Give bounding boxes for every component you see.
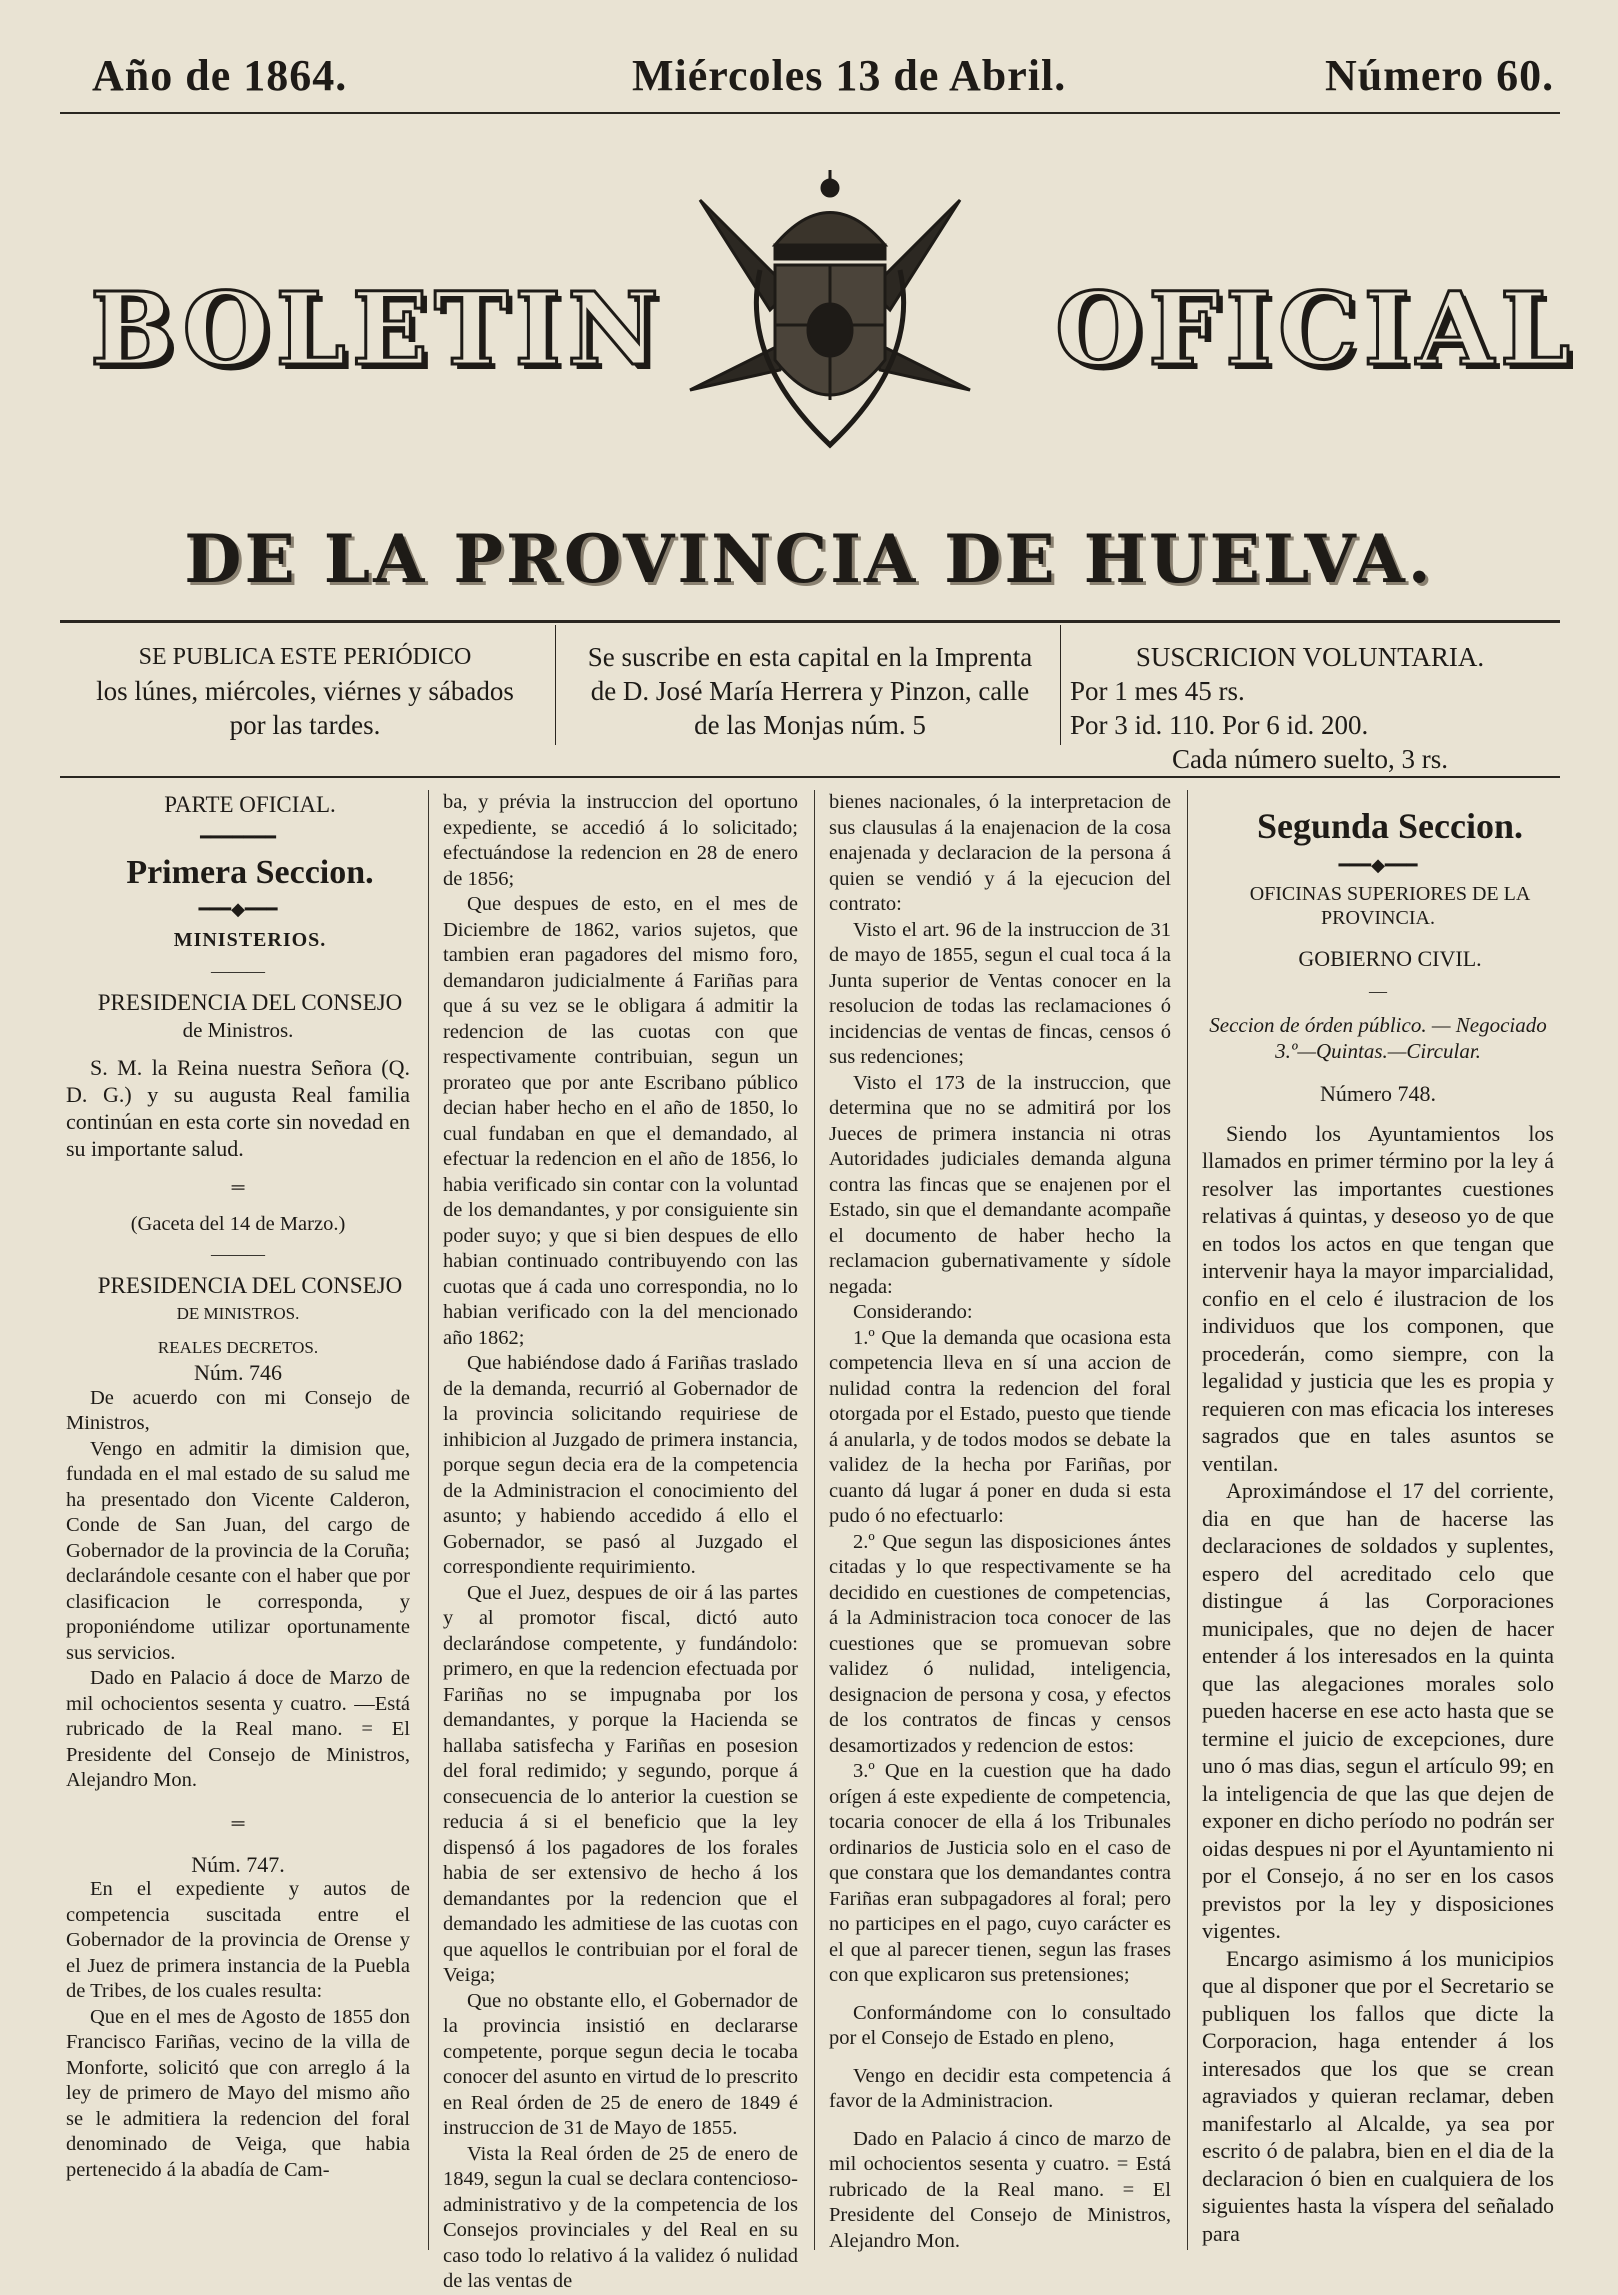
column-1 [66, 790, 410, 2183]
paragraph: Considerando: [853, 1301, 973, 1323]
segunda-seccion-heading: Segunda Seccion. [1256, 806, 1524, 846]
paragraph: 2.º Que segun las disposiciones ántes citadas y lo que respectivamente se ha decidido en cuestiones de competencias, á la Administracion toca conocer de las cuestiones que se promuevan sobre validez ó nulidad, inteligencia, designacion de persona y cosa, y efectos de los contratos de fincas y censos desamortizados y redencion de estos: [829, 1530, 1171, 1757]
circular-number: Número 748. [1319, 1081, 1437, 1106]
paragraph: Aproximándose el 17 del corriente, dia en que han de hacerse las declaraciones de soldados y suplentes, espero del acreditado celo que distingue á las Corporaciones municipales, que no dejen de hacer entender á los interesados en la quinta que las alegaciones morales solo pueden hacerse en ese acto hasta que se termine el juicio de excepciones, dure uno ó mas dias, segun el artículo 99; en la inteligencia de que las que dejen de exponer en dicho período no podrán ser oidas despues ni por el Ayuntamiento ni por el Consejo, á no ser en los casos previstos por la ley y disposiciones vigentes. [1202, 1478, 1554, 1943]
date-label: Miércoles 13 de Abril. [632, 51, 1067, 100]
presidencia-heading-1: PRESIDENCIA DEL CONSEJO [97, 990, 403, 1015]
paragraph: bienes nacionales, ó la interpretacion de sus clausulas á la enajenacion de la cosa enajenada y declaracion de la persona á quien se vendió y á la ejecucion del contrato: [829, 791, 1171, 915]
publication-schedule [60, 640, 550, 742]
subscription-location [560, 640, 1060, 742]
paragraph: Vista la Real órden de 25 de enero de 1849, segun la cual se declara contencioso-administrativo y de la competencia de los Consejos provinciales y del Real en su caso todo lo relativo á la validez ó nulidad de las ventas de [443, 2142, 798, 2292]
price-line-2: Por 3 id. 110. Por 6 id. 200. [1070, 710, 1369, 740]
ornament-rule: ━━━◆━━━ [198, 899, 278, 919]
paragraph: En el expediente y autos de competencia suscitada entre el Gobernador de la provincia de Orense y el Juez de primera instancia de la Puebla de Tribes, de los cuales resulta: [66, 1878, 410, 2002]
ornament-rule: — [1369, 981, 1387, 1001]
paragraph: Que en el mes de Agosto de 1855 don Francisco Fariñas, vecino de la villa de Monforte, solicitó que con arreglo á la ley de primero de Mayo del mismo año se le admitiera la redencion del foral denominado de Veiga, que habia pertenecido á la abadía de Cam- [66, 2005, 410, 2181]
column-divider-2 [814, 790, 815, 2250]
ministros-subheading-2: DE MINISTROS. [176, 1304, 300, 1323]
ministros-subheading-1: de Ministros. [182, 1018, 294, 1042]
paragraph: De acuerdo con mi Consejo de Ministros, [66, 1386, 410, 1434]
info-divider-2 [1060, 625, 1061, 745]
decree-number-747: Núm. 747. [191, 1851, 285, 1877]
ministerios-heading: MINISTERIOS. [173, 929, 327, 951]
ornament-rule: ━━━━━━━ [200, 827, 276, 847]
ornament-rule: ═ [231, 1812, 245, 1833]
paragraph: 3.º Que en la cuestion que ha dado orígen á este expediente de competencia, tocaria conocer de ella á los Tribunales ordinarios de Justicia solo en el caso de que constara que los demandantes contra Fariñas eran subpagadores al foral; pero no participes en el pago, cuyo carácter es el que al parecer tienen, segun las frases con que explicaron sus pretensiones; [829, 1760, 1171, 1986]
paragraph: Siendo los Ayuntamientos los llamados en primer término por la ley á resolver las importantes cuestiones relativas á quintas, y deseoso yo de que en todos los actos en que tengan que intervenir haya la mayor imparcialidad, confio en el celo é ilustracion de los individuos que los componen, que procederán, como siempre, con la legalidad y justicia que les es propia y requieren con mas eficacia los intereses sagrados que en tales asuntos se ventilan. [1202, 1120, 1554, 1476]
paragraph: Dado en Palacio á cinco de marzo de mil ochocientos sesenta y cuatro. = Está rubricado de la Real mano. = El Presidente del Consejo de Ministros, Alejandro Mon. [829, 2127, 1171, 2252]
prices-title: SUSCRICION VOLUNTARIA. [1135, 642, 1485, 672]
paragraph: Visto el art. 96 de la instruccion de 31 de mayo de 1855, segun el cual toca á la Junta superior de Ventas conocer en la resolucion de todas las reclamaciones ó incidencias de ventas de fincas, censos ó sus redenciones; [829, 918, 1171, 1068]
top-rule [60, 112, 1560, 114]
column-divider-3 [1187, 790, 1188, 2250]
paragraph: Visto el 173 de la instruccion, que determina que no se admitirá por los Jueces de primera instancia ni otras Autoridades judiciales demanda alguna contra las fincas que se enajenen por el Estado, sin que el demandante acompañe el documento de haber hecho la reclamacion gubernativamente y sídole negada: [829, 1071, 1171, 1298]
reales-decretos-heading: REALES DECRETOS. [157, 1337, 319, 1357]
price-line-3: Cada número suelto, 3 rs. [1172, 744, 1448, 774]
primera-seccion-heading: Primera Seccion. [126, 854, 374, 891]
paragraph: Dado en Palacio á doce de Marzo de mil ochocientos sesenta y cuatro. —Está rubricado de la Real mano. = El Presidente del Consejo de Ministros, Alejandro Mon. [66, 1667, 410, 1791]
schedule-line-3: por las tardes. [229, 710, 381, 740]
paragraph: Que el Juez, despues de oir á las partes y al promotor fiscal, dictó auto declarándose competente, y fundándolo: primero, en que la redencion efectuada por Fariñas no se impugnaba por los demandantes, y porque la Hacienda se hallaba satisfecha y Fariñas en posesion del foral redimido; y segundo, porque á consecuencia de lo anterior la cuestion se reducia á si el beneficio que la ley dispensó á los pagadores de los forales habia de ser extensivo de hecho á los demandantes por la redencion que el demandado les admitiese de las cuotas con que aquellos le contribuian por el foral de Veiga; [443, 1581, 798, 1986]
paragraph: 1.º Que la demanda que ocasiona esta competencia lleva en sí una accion de nulidad contra la redencion del foral otorgada por el Estado, puesto que tiende á anularla, y de todos modos se debate la validez de la hecha por Fariñas, por cuanto dá lugar á poner en duda si esta pudo ó no efectuarlo: [829, 1326, 1171, 1527]
paragraph: Que habiéndose dado á Fariñas traslado de la demanda, recurrió al Gobernador de la provincia solicitando requiriese de inhibicion al Juzgado de primera instancia, porque segun decia era de la competencia de la Administracion el conocimiento del asunto; y habiendo accedido á ello el Gobernador, se pasó al Juzgado el correspondiente requirimiento. [443, 1352, 798, 1578]
schedule-line-1: SE PUBLICA ESTE PERIÓDICO [138, 644, 472, 670]
price-line-1: Por 1 mes 45 rs. [1070, 676, 1245, 706]
paragraph: Vengo en decidir esta competencia á favor de la Administracion. [829, 2064, 1171, 2112]
subscription-prices [1070, 640, 1550, 776]
paragraph: Encargo asimismo á los municipios que al disponer que por el Secretario se publiquen los fallos que dicte la Corporacion, haga entender á los interesados que los que se crean agraviados y quieran reclamar, deben manifestarlo al Alcalde, ya sea por escrito ó de palabra, bien en el dia de la declaracion ó bien en cualquiera de los siguientes hasta la víspera del señalado para [1202, 1945, 1554, 2246]
ornament-rule: ——— [211, 961, 265, 981]
paragraph: S. M. la Reina nuestra Señora (Q. D. G.) y su augusta Real familia continúan en esta corte sin novedad en su importante salud. [66, 1054, 410, 1161]
presidencia-heading-2: PRESIDENCIA DEL CONSEJO [97, 1273, 403, 1298]
paragraph: Conformándome con lo consultado por el Consejo de Estado en pleno, [829, 2001, 1171, 2049]
location-line-1: Se suscribe en esta capital en la Imprenta [587, 642, 1033, 672]
info-divider-1 [555, 625, 556, 745]
location-line-2: de D. José María Herrera y Pinzon, calle [590, 676, 1030, 706]
ornament-rule: ——— [211, 1244, 265, 1264]
paragraph: ba, y prévia la instruccion del oportuno expediente, se accedió á lo solicitado; efectuándose la redencion en 28 de enero de 1856; [443, 791, 798, 890]
royal-coat-of-arms-icon [680, 160, 980, 460]
ornament-rule: ━━━◆━━━ [1338, 855, 1418, 875]
issue-number: Número 60. [1325, 51, 1555, 100]
ornament-rule: ═ [231, 1176, 245, 1197]
schedule-line-2: los lúnes, miércoles, viérnes y sábados [96, 676, 514, 706]
decree-number-746: Núm. 746 [194, 1360, 282, 1385]
masthead-title-left: BOLETIN [90, 270, 665, 388]
parte-oficial-heading: PARTE OFICIAL. [164, 792, 336, 817]
column-2 [443, 790, 798, 2295]
column-divider-1 [428, 790, 429, 2250]
seccion-orden-publico: Seccion de órden público. — Negociado 3.º—Quintas.—Circular. [1209, 1013, 1547, 1063]
paragraph: Vengo en admitir la dimision que, fundada en el mal estado de su salud me ha presentado don Vicente Calderon, Conde de San Juan, del cargo de Gobernador de la provincia de la Coruña; declarándole cesante con el haber que por clasificacion le corresponda, y proponiéndome utilizar oportunamente sus servicios. [66, 1437, 410, 1664]
masthead-title-right: OFICIAL [1055, 270, 1577, 388]
masthead-subtitle: DE LA PROVINCIA DE HUELVA. [184, 520, 1434, 598]
year-label: Año de 1864. [92, 51, 348, 100]
paragraph: Que despues de esto, en el mes de Diciembre de 1862, varios sujetos, que tambien eran pagadores del mismo foro, demandaron judicialmente á Fariñas para que á su vez se le obligara á admitir la redencion de las cuotas con que respectivamente contribuian, segun un prorateo que por ante Escribano público decian haber hecho en el año de 1850, lo cual fundaban en que el demandado, al efectuar la redencion en el año de 1856, lo habia verificado sin contar con la voluntad de los demandantes, y por consiguiente sin poder suyo; y que si bien despues de ello habian continuado contribuyendo con las cuotas que á cada uno correspondia, no lo habian verificado con la del mencionado año 1862; [443, 893, 798, 1349]
subtitle-rule [60, 620, 1560, 623]
body-top-rule [60, 776, 1560, 778]
gaceta-reference: (Gaceta del 14 de Marzo.) [130, 1212, 346, 1235]
oficinas-heading: OFICINAS SUPERIORES DE LA PROVINCIA. [1249, 883, 1531, 929]
column-3 [829, 790, 1171, 2254]
gobierno-civil-heading: GOBIERNO CIVIL. [1298, 946, 1482, 971]
paragraph: Que no obstante ello, el Gobernador de la provincia insistió en declararse competente, porque segun decia le tocaba conocer del asunto en virtud de lo prescrito en Real órden de 25 de enero de 1849 é instruccion de 31 de Mayo de 1855. [443, 1989, 798, 2139]
location-line-3: de las Monjas núm. 5 [694, 710, 926, 740]
column-4 [1202, 790, 1554, 2247]
